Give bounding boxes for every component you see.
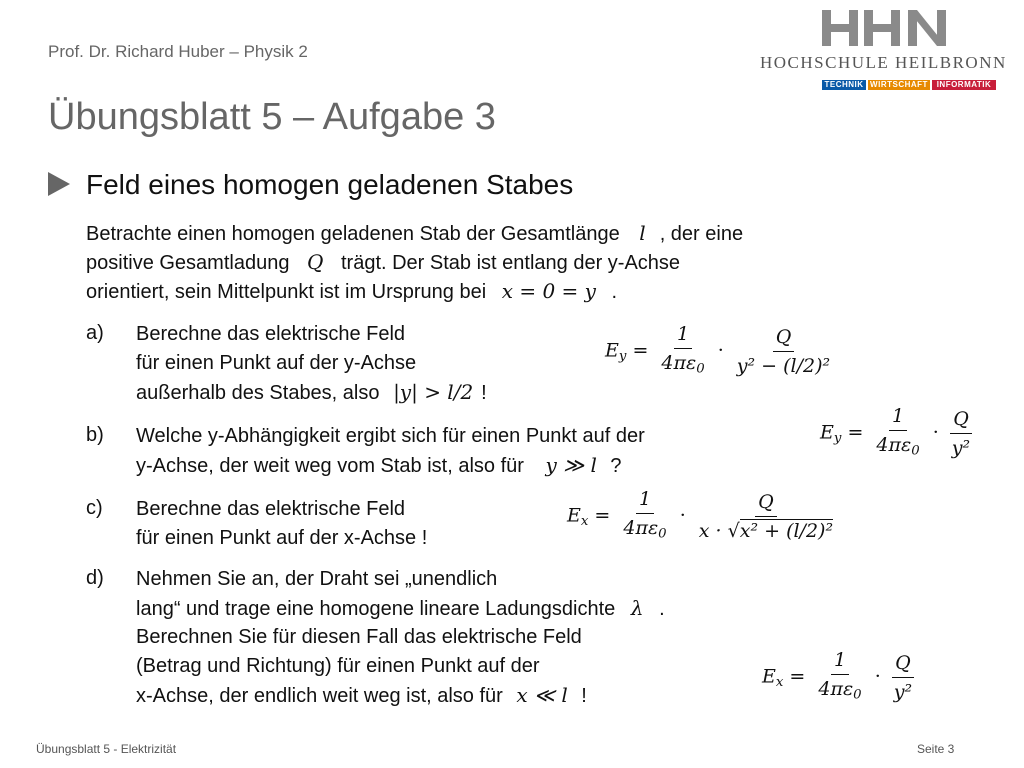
math-var-lambda: λ bbox=[630, 596, 644, 620]
task-text: ! bbox=[481, 382, 487, 404]
fraction-den: 4πε bbox=[623, 517, 659, 539]
bullet-heading: Feld eines homogen geladenen Stabes bbox=[86, 169, 574, 200]
fraction-num: Q bbox=[892, 651, 914, 678]
formula-lhs-sub: y bbox=[618, 348, 627, 364]
task-a-label: a) bbox=[86, 322, 104, 344]
formula-b: $E_y$ = $\frac{1}{4\pi\varepsilon_0}$ · $\frac{Q}{\text{y²}}$ bbox=[820, 404, 977, 463]
task-text: ? bbox=[610, 455, 622, 477]
fraction-num: 1 bbox=[889, 404, 907, 431]
formula-lhs-sub: y bbox=[833, 430, 842, 446]
task-c-label: c) bbox=[86, 497, 103, 519]
math-condition-a: |y| > l/2 bbox=[393, 380, 474, 404]
fraction-1 bbox=[873, 404, 922, 463]
fraction-den: 4πε bbox=[876, 434, 912, 456]
sqrt-radicand: x² + (l/2)² bbox=[739, 520, 834, 543]
logo-tag-bar bbox=[822, 80, 996, 90]
fraction-den: y² bbox=[893, 681, 913, 704]
task-d-line-2 bbox=[136, 594, 665, 623]
fraction-num: Q bbox=[773, 325, 795, 352]
fraction-den: 4πε bbox=[661, 352, 697, 374]
fraction-num: Q bbox=[950, 407, 972, 434]
task-a-line-2: für einen Punkt auf der y-Achse bbox=[136, 352, 417, 374]
math-origin: x = 0 = y bbox=[501, 279, 596, 303]
fraction-2 bbox=[891, 651, 915, 704]
task-text: . bbox=[659, 598, 665, 620]
fraction-den-sub: 0 bbox=[658, 526, 667, 542]
logo-tag-wirtschaft: WIRTSCHAFT bbox=[868, 80, 930, 90]
fraction-den-sub: 0 bbox=[853, 687, 862, 703]
intro-text: orientiert, sein Mittelpunkt ist im Ursprung bei bbox=[86, 281, 487, 303]
fraction-den: x · bbox=[698, 520, 722, 543]
task-c-line-2: für einen Punkt auf der x-Achse ! bbox=[136, 527, 428, 549]
fraction-den-sub: 0 bbox=[696, 361, 705, 377]
fraction-den: 4πε bbox=[818, 678, 854, 700]
bullet-triangle-icon bbox=[48, 172, 70, 196]
fraction-2 bbox=[949, 407, 973, 460]
fraction-1 bbox=[620, 487, 669, 546]
logo-tag-informatik: INFORMATIK bbox=[932, 80, 996, 90]
footer-left: Übungsblatt 5 - Elektrizität bbox=[36, 742, 177, 756]
task-b-label: b) bbox=[86, 424, 104, 446]
fraction-1 bbox=[658, 322, 707, 381]
formula-c: $E_x$ = $\frac{1}{4\pi\varepsilon_0}$ · $\frac{Q}{\text{x · √x² + (l/2)²}}$ bbox=[567, 487, 840, 546]
task-d-line-4: (Betrag und Richtung) für einen Punkt auf der bbox=[136, 655, 540, 677]
formula-d: $E_x$ = $\frac{1}{4\pi\varepsilon_0}$ · $\frac{Q}{\text{y²}}$ bbox=[762, 648, 919, 707]
task-text: lang“ und trage eine homogene lineare Ladungsdichte bbox=[136, 598, 616, 620]
sqrt-symbol-icon: √ bbox=[727, 520, 740, 543]
page-title: Übungsblatt 5 – Aufgabe 3 bbox=[48, 96, 496, 138]
task-b-line-2 bbox=[136, 451, 622, 480]
logo-tag-technik: TECHNIK bbox=[822, 80, 866, 90]
fraction-2 bbox=[734, 325, 833, 378]
formula-lhs-sub: x bbox=[775, 674, 784, 690]
intro-text: , der eine bbox=[659, 223, 744, 245]
intro-text: trägt. Der Stab ist entlang der y-Achse bbox=[340, 252, 681, 274]
task-d-line-5 bbox=[136, 681, 587, 710]
math-var-l: l bbox=[639, 221, 646, 245]
task-text: y-Achse, der weit weg vom Stab ist, also für bbox=[136, 455, 524, 477]
intro-line-3 bbox=[86, 277, 617, 306]
fraction-num: 1 bbox=[831, 648, 849, 675]
formula-lhs: E bbox=[762, 665, 776, 688]
task-d-line-1: Nehmen Sie an, der Draht sei „unendlich bbox=[136, 568, 498, 590]
math-condition-d: x ≪ l bbox=[516, 683, 568, 707]
task-c-line-1: Berechne das elektrische Feld bbox=[136, 498, 406, 520]
fraction-num: 1 bbox=[636, 487, 654, 514]
fraction-num: 1 bbox=[674, 322, 692, 349]
intro-line-2 bbox=[86, 248, 680, 277]
hhn-logo bbox=[820, 8, 950, 48]
task-b-line-1: Welche y-Abhängigkeit ergibt sich für einen Punkt auf der bbox=[136, 425, 645, 447]
task-text: x-Achse, der endlich weit weg ist, also für bbox=[136, 685, 503, 707]
fraction-den: y² − (l/2)² bbox=[736, 355, 831, 378]
header-author: Prof. Dr. Richard Huber – Physik 2 bbox=[48, 42, 308, 61]
math-condition-b: y ≫ l bbox=[545, 453, 597, 477]
fraction-num: Q bbox=[755, 490, 777, 517]
formula-a: $E_y$ = $\frac{1}{4\pi\varepsilon_0}$ · $\frac{Q}{\text{y² − (l/2)²}}$ bbox=[605, 322, 837, 381]
footer-page-number: Seite 3 bbox=[917, 742, 955, 756]
fraction-den: y² bbox=[951, 437, 971, 460]
task-d-line-3: Berechnen Sie für diesen Fall das elektrische Feld bbox=[136, 626, 582, 648]
task-text: außerhalb des Stabes, also bbox=[136, 382, 380, 404]
formula-lhs: E bbox=[820, 421, 834, 444]
math-var-q: Q bbox=[307, 250, 324, 274]
intro-line-1 bbox=[86, 219, 743, 248]
formula-lhs: E bbox=[605, 339, 619, 362]
formula-lhs-sub: x bbox=[580, 513, 589, 529]
intro-text: . bbox=[611, 281, 618, 303]
task-text: ! bbox=[581, 685, 587, 707]
logo-school-name: HOCHSCHULE HEILBRONN bbox=[760, 53, 1007, 72]
hhn-letters-graphic bbox=[820, 8, 950, 48]
intro-text: positive Gesamtladung bbox=[86, 252, 290, 274]
fraction-1 bbox=[815, 648, 864, 707]
task-a-line-1: Berechne das elektrische Feld bbox=[136, 323, 406, 345]
formula-lhs: E bbox=[567, 504, 581, 527]
task-d-label: d) bbox=[86, 567, 104, 589]
task-a-line-3 bbox=[136, 378, 487, 407]
intro-text: Betrachte einen homogen geladenen Stab der Gesamtlänge bbox=[86, 223, 620, 245]
fraction-2 bbox=[696, 490, 836, 543]
fraction-den-sub: 0 bbox=[911, 443, 920, 459]
